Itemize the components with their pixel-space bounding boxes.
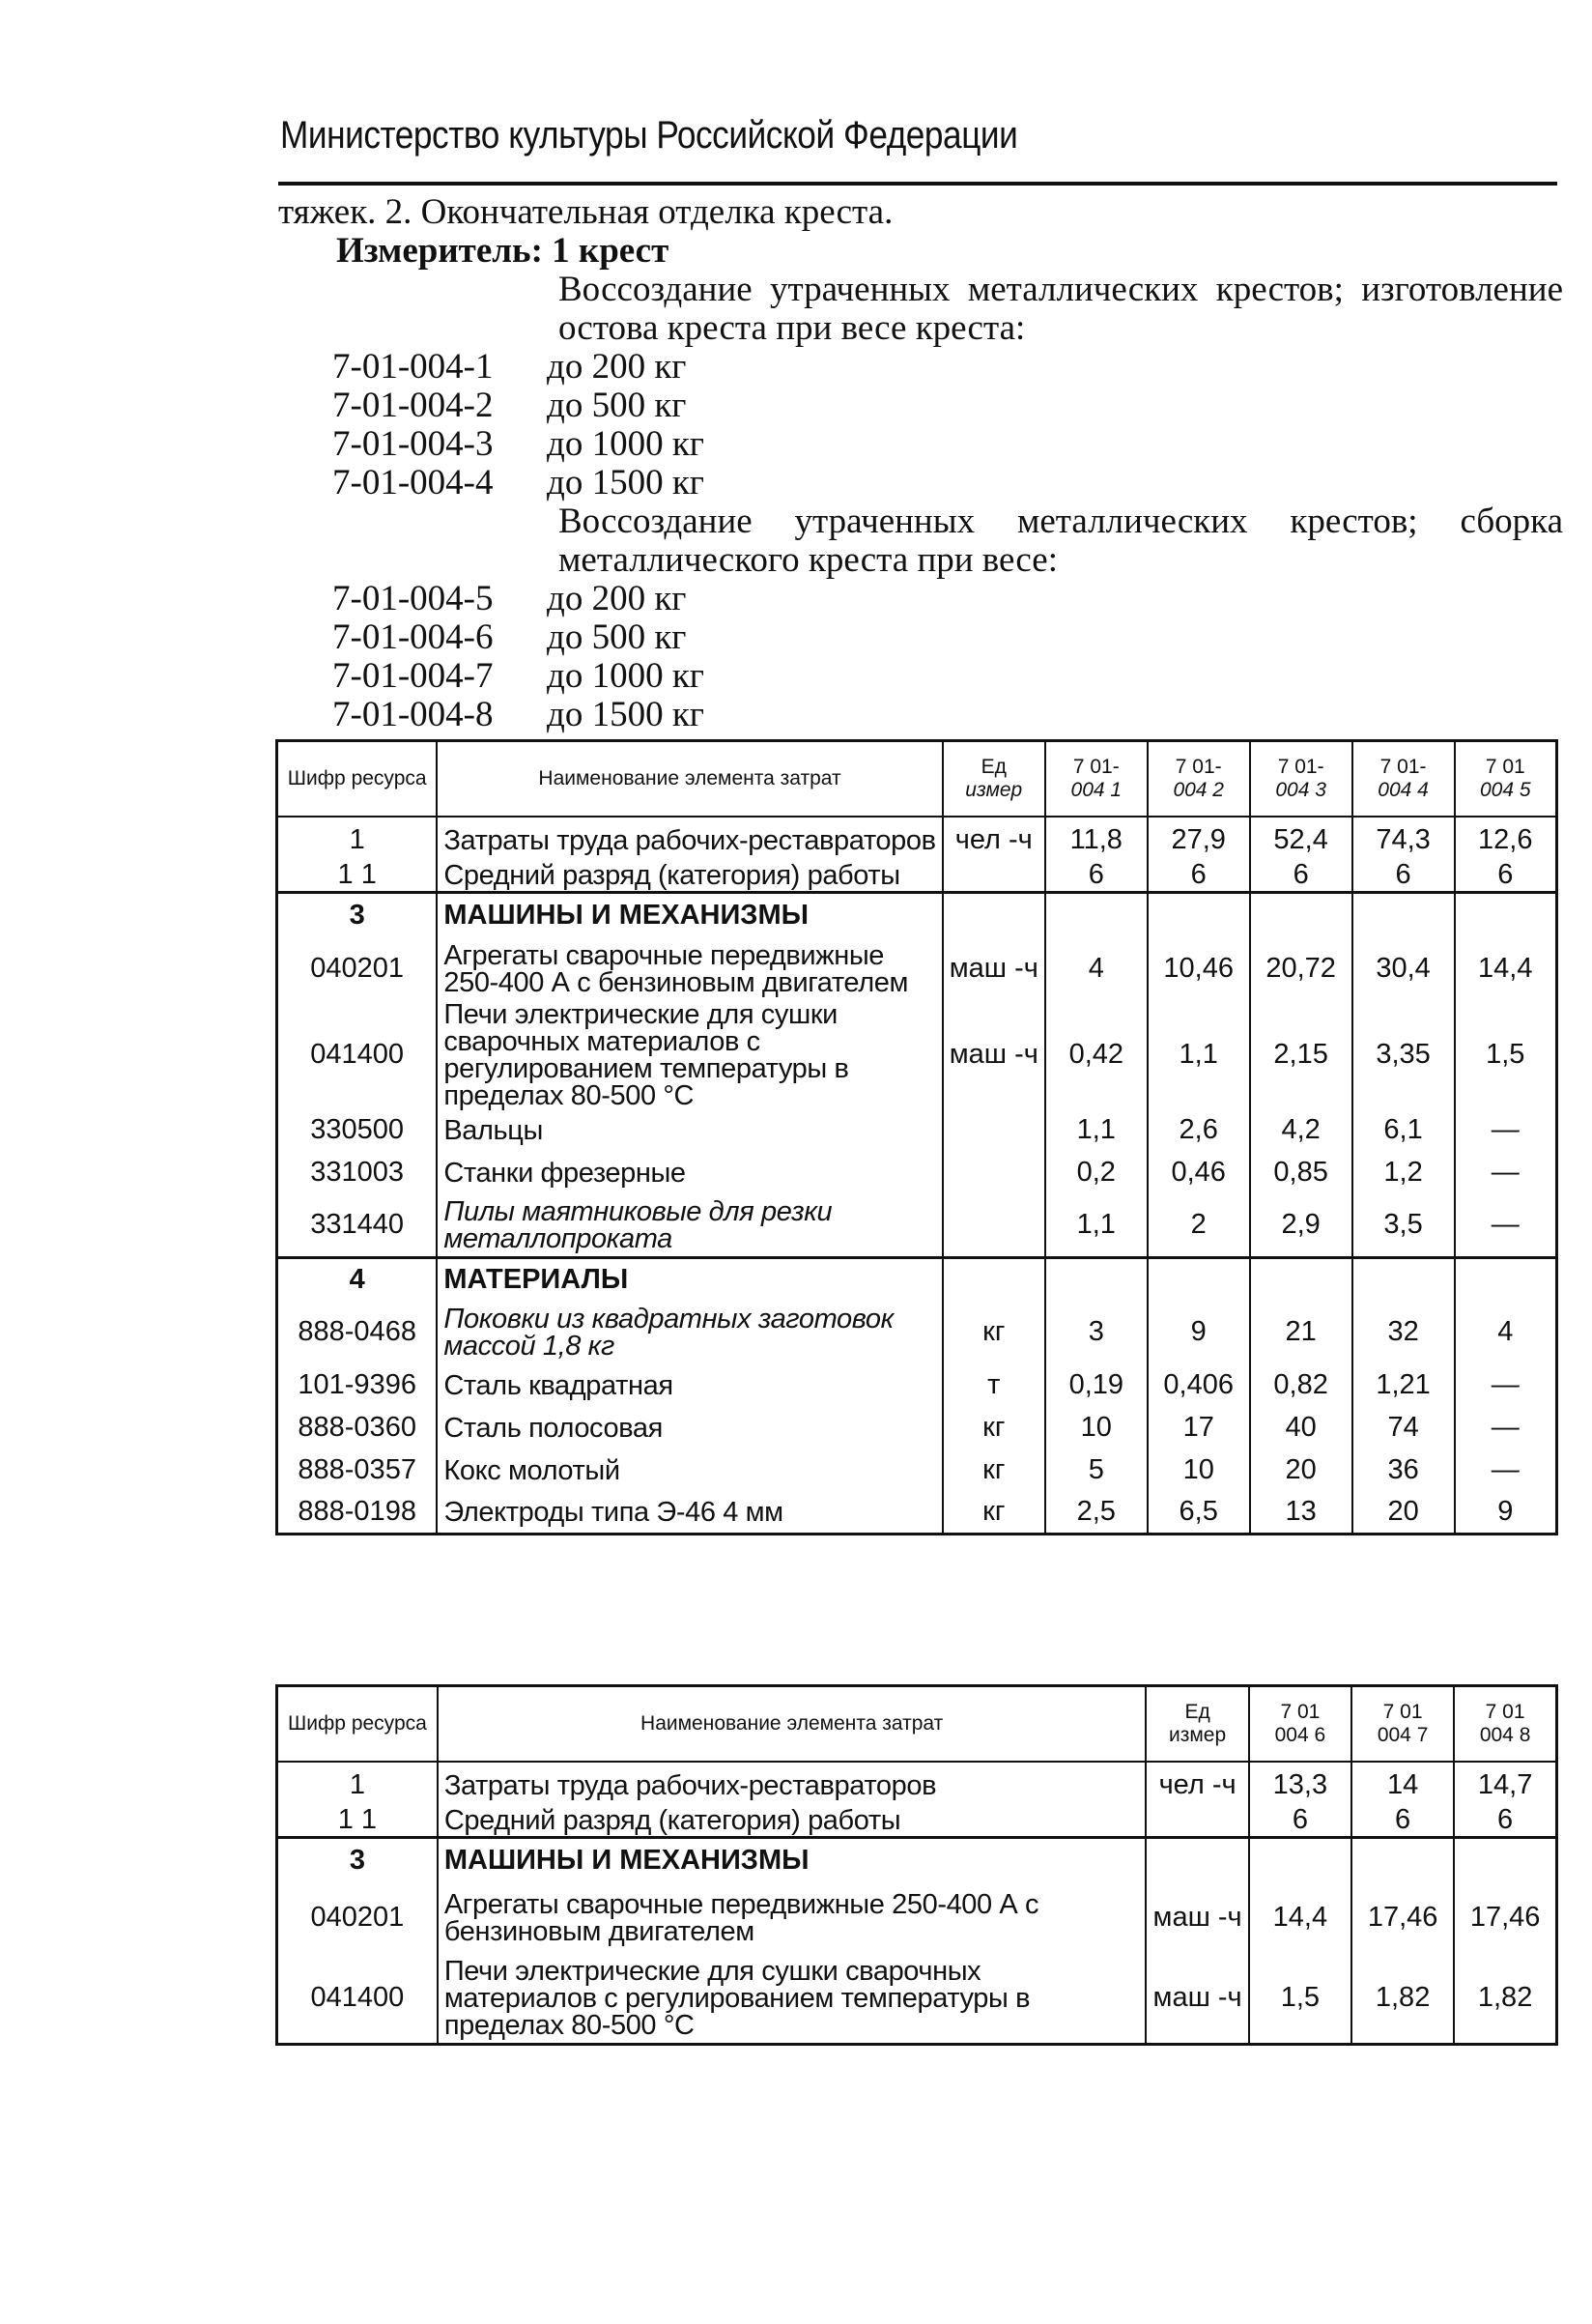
cell-name: Пилы маятниковые для резки металлопроката	[437, 1194, 942, 1258]
table-row	[277, 1301, 1557, 1364]
spec-code: 7-01-004-4	[332, 463, 494, 502]
cell-value: 20	[1352, 1492, 1455, 1535]
cell-unit	[1146, 1804, 1248, 1838]
spec-item	[278, 696, 1563, 734]
cell-value: 17,46	[1454, 1882, 1556, 1954]
spec-item	[278, 657, 1563, 696]
cell-name: Сталь полосовая	[437, 1407, 942, 1449]
header-col-4: 7 01- 004 4	[1352, 741, 1455, 818]
intro-line: тяжек. 2. Окончательная отделка креста.	[278, 192, 894, 232]
spec-text: до 1500 кг	[547, 695, 704, 734]
cell-unit: маш -ч	[1146, 1954, 1248, 2045]
cell-unit	[943, 1152, 1045, 1194]
header-col-7: 7 01 004 7	[1351, 1686, 1454, 1763]
spec-text: до 500 кг	[547, 617, 687, 657]
cell-name: Вальцы	[437, 1109, 942, 1152]
cell-value	[1455, 893, 1557, 937]
cell-value	[1351, 1838, 1454, 1882]
cell-code: 1	[277, 1762, 438, 1804]
cell-value	[1352, 893, 1455, 937]
spec-code: 7-01-004-3	[332, 424, 494, 464]
cell-value: 6	[1454, 1804, 1556, 1838]
spec-text: до 1500 кг	[547, 463, 704, 502]
table-row	[277, 1954, 1557, 2045]
cell-value: 40	[1250, 1407, 1352, 1449]
spec-item	[278, 580, 1563, 618]
cell-value: 14,7	[1454, 1762, 1556, 1804]
header-col-8: 7 01 004 8	[1454, 1686, 1556, 1763]
cell-code: 041400	[277, 1954, 438, 2045]
cell-value: 6	[1352, 859, 1455, 893]
cell-value	[1045, 1258, 1148, 1301]
cell-value: 4	[1045, 937, 1148, 1001]
cell-value: 1,1	[1045, 1194, 1148, 1258]
spec-text: до 1000 кг	[547, 656, 704, 696]
cell-name: Агрегаты сварочные передвижные 250-400 А с бензиновым двигателем	[438, 1882, 1147, 1954]
table-body	[277, 817, 1557, 1535]
cell-value: 52,4	[1250, 817, 1352, 859]
cell-value: —	[1455, 1407, 1557, 1449]
cell-value: 6	[1250, 859, 1352, 893]
cell-name: Печи электрические для сушки сварочных материалов с регулированием температуры в пределах 80-500 °С	[437, 1001, 942, 1109]
norms-table-2	[275, 1684, 1558, 2046]
table-body	[277, 1762, 1557, 2045]
header-col-6: 7 01 004 6	[1249, 1686, 1351, 1763]
spec-code: 7-01-004-1	[332, 347, 494, 387]
cell-value	[1250, 1258, 1352, 1301]
cell-code: 041400	[277, 1001, 438, 1109]
header-code: Шифр ресурса	[277, 1686, 438, 1763]
cell-code: 1 1	[277, 1804, 438, 1838]
table-row	[277, 1001, 1557, 1109]
spec-code: 7-01-004-7	[332, 656, 494, 696]
cell-value: 0,2	[1045, 1152, 1148, 1194]
cell-value: 4	[1455, 1301, 1557, 1364]
cell-value: 74	[1352, 1407, 1455, 1449]
cell-unit	[943, 1258, 1045, 1301]
cell-value: 30,4	[1352, 937, 1455, 1001]
cell-code: 888-0468	[277, 1301, 438, 1364]
cell-value: 6	[1455, 859, 1557, 893]
cell-name: Сталь квадратная	[437, 1364, 942, 1407]
spec-text: до 1000 кг	[547, 424, 704, 464]
cell-value: 10	[1148, 1449, 1250, 1492]
cell-unit	[1146, 1838, 1248, 1882]
cell-code: 1	[277, 817, 438, 859]
spec-item	[278, 387, 1563, 425]
cell-unit	[943, 859, 1045, 893]
cell-value: 0,85	[1250, 1152, 1352, 1194]
group1-description: Воссоздание утраченных металлических крестов; изготовление остова креста при весе креста:	[558, 270, 1563, 348]
intro-block	[278, 193, 1563, 734]
cell-value	[1454, 1838, 1556, 1882]
cell-value	[1352, 1258, 1455, 1301]
cell-unit	[943, 893, 1045, 937]
table-row	[277, 859, 1557, 893]
cell-value: 1,82	[1454, 1954, 1556, 2045]
cell-unit: т	[943, 1364, 1045, 1407]
cell-value	[1148, 893, 1250, 937]
table-row	[277, 1804, 1557, 1838]
section-title: МАШИНЫ И МЕХАНИЗМЫ	[437, 893, 942, 937]
spec-code: 7-01-004-8	[332, 695, 494, 734]
cell-unit: маш -ч	[943, 937, 1045, 1001]
cell-value: 0,406	[1148, 1364, 1250, 1407]
cell-value: 20,72	[1250, 937, 1352, 1001]
spec-code: 7-01-004-5	[332, 579, 494, 618]
cell-code: 4	[277, 1258, 438, 1301]
cell-value: 2	[1148, 1194, 1250, 1258]
norms-table-1	[275, 739, 1558, 1535]
cell-value: 3,5	[1352, 1194, 1455, 1258]
cell-code: 330500	[277, 1109, 438, 1152]
cell-value: —	[1455, 1364, 1557, 1407]
cell-value: 6	[1148, 859, 1250, 893]
cell-name: Электроды типа Э-46 4 мм	[437, 1492, 942, 1535]
cell-value: 9	[1148, 1301, 1250, 1364]
cell-value: 0,19	[1045, 1364, 1148, 1407]
section-row	[277, 893, 1557, 937]
cell-value: 14	[1351, 1762, 1454, 1804]
cell-value: 27,9	[1148, 817, 1250, 859]
group1-list	[278, 348, 1563, 502]
cell-code: 888-0198	[277, 1492, 438, 1535]
cell-unit	[943, 1194, 1045, 1258]
cell-value	[1249, 1838, 1351, 1882]
cell-value: 2,9	[1250, 1194, 1352, 1258]
cell-value: 10	[1045, 1407, 1148, 1449]
table-row	[277, 1762, 1557, 1804]
header-rule	[278, 182, 1557, 186]
cell-value: 6,5	[1148, 1492, 1250, 1535]
cell-unit: чел -ч	[1146, 1762, 1248, 1804]
cell-unit: кг	[943, 1407, 1045, 1449]
group2-description: Воссоздание утраченных металлических крестов; сборка металлического креста при весе:	[558, 502, 1563, 580]
header-name: Наименование элемента затрат	[438, 1686, 1147, 1763]
cell-value: —	[1455, 1152, 1557, 1194]
cell-value: 3	[1045, 1301, 1148, 1364]
cell-name: Поковки из квадратных заготовок массой 1,8 кг	[437, 1301, 942, 1364]
cell-code: 1 1	[277, 859, 438, 893]
cell-name: Кокс молотый	[437, 1449, 942, 1492]
cell-value: 21	[1250, 1301, 1352, 1364]
table-row	[277, 1449, 1557, 1492]
cell-value: 4,2	[1250, 1109, 1352, 1152]
cell-value: 32	[1352, 1301, 1455, 1364]
cell-value: —	[1455, 1109, 1557, 1152]
cell-code: 331440	[277, 1194, 438, 1258]
cell-value: 74,3	[1352, 817, 1455, 859]
table-row	[277, 1109, 1557, 1152]
spec-text: до 200 кг	[547, 579, 687, 618]
header-name: Наименование элемента затрат	[437, 741, 942, 818]
cell-value: 1,21	[1352, 1364, 1455, 1407]
header-col-5: 7 01 004 5	[1455, 741, 1557, 818]
spec-code: 7-01-004-2	[332, 386, 494, 425]
cell-value: 0,82	[1250, 1364, 1352, 1407]
cell-code: 888-0360	[277, 1407, 438, 1449]
cell-name: Средний разряд (категория) работы	[438, 1804, 1147, 1838]
header-col-1: 7 01- 004 1	[1045, 741, 1148, 818]
cell-value	[1250, 893, 1352, 937]
cell-value: 13,3	[1249, 1762, 1351, 1804]
cell-value	[1455, 1258, 1557, 1301]
table-row	[277, 1492, 1557, 1535]
cell-value: 1,82	[1351, 1954, 1454, 2045]
header-code: Шифр ресурса	[277, 741, 438, 818]
cell-value	[1148, 1258, 1250, 1301]
header-col-3: 7 01- 004 3	[1250, 741, 1352, 818]
cell-code: 101-9396	[277, 1364, 438, 1407]
cell-name: Агрегаты сварочные передвижные 250-400 А с бензиновым двигателем	[437, 937, 942, 1001]
cell-unit: маш -ч	[1146, 1882, 1248, 1954]
cell-name: Средний разряд (категория) работы	[437, 859, 942, 893]
cell-code: 3	[277, 1838, 438, 1882]
section-row	[277, 1258, 1557, 1301]
cell-value: 6	[1249, 1804, 1351, 1838]
cell-code: 331003	[277, 1152, 438, 1194]
measure-label: Измеритель: 1 крест	[336, 231, 669, 271]
cell-value: 36	[1352, 1449, 1455, 1492]
cell-code: 040201	[277, 1882, 438, 1954]
cell-value: 12,6	[1455, 817, 1557, 859]
spec-item	[278, 348, 1563, 387]
cell-value: 6,1	[1352, 1109, 1455, 1152]
header-unit: Ед измер	[943, 741, 1045, 818]
table-row	[277, 1364, 1557, 1407]
cell-unit: кг	[943, 1301, 1045, 1364]
cell-value: 17	[1148, 1407, 1250, 1449]
page-header: Министерство культуры Российской Федерации	[280, 114, 1018, 157]
cell-name: Затраты труда рабочих-реставраторов	[437, 817, 942, 859]
spec-item	[278, 425, 1563, 464]
group2-list	[278, 580, 1563, 734]
cell-value	[1045, 893, 1148, 937]
cell-value: 9	[1455, 1492, 1557, 1535]
cell-value: 1,5	[1249, 1954, 1351, 2045]
cell-value: 2,6	[1148, 1109, 1250, 1152]
cell-unit: маш -ч	[943, 1001, 1045, 1109]
header-col-2: 7 01- 004 2	[1148, 741, 1250, 818]
cell-value: 14,4	[1455, 937, 1557, 1001]
section-title: МАТЕРИАЛЫ	[437, 1258, 942, 1301]
spec-text: до 500 кг	[547, 386, 687, 425]
cell-unit	[943, 1109, 1045, 1152]
cell-value: 0,46	[1148, 1152, 1250, 1194]
cell-name: Затраты труда рабочих-реставраторов	[438, 1762, 1147, 1804]
cell-value: 14,4	[1249, 1882, 1351, 1954]
cell-unit: кг	[943, 1449, 1045, 1492]
cell-unit: чел -ч	[943, 817, 1045, 859]
table-row	[277, 1882, 1557, 1954]
section-row	[277, 1838, 1557, 1882]
cell-value: 1,2	[1352, 1152, 1455, 1194]
cell-value: 20	[1250, 1449, 1352, 1492]
table-row	[277, 1194, 1557, 1258]
spec-text: до 200 кг	[547, 347, 687, 387]
cell-name: Печи электрические для сушки сварочных материалов с регулированием температуры в пределах 80-500 °С	[438, 1954, 1147, 2045]
cell-value: —	[1455, 1449, 1557, 1492]
section-title: МАШИНЫ И МЕХАНИЗМЫ	[438, 1838, 1147, 1882]
cell-value: 2,5	[1045, 1492, 1148, 1535]
cell-code: 888-0357	[277, 1449, 438, 1492]
spec-code: 7-01-004-6	[332, 617, 494, 657]
spec-item	[278, 464, 1563, 502]
cell-unit: кг	[943, 1492, 1045, 1535]
cell-value: 5	[1045, 1449, 1148, 1492]
spec-item	[278, 618, 1563, 657]
cell-code: 3	[277, 893, 438, 937]
cell-value: 10,46	[1148, 937, 1250, 1001]
header-unit: Ед измер	[1146, 1686, 1248, 1763]
cell-value: 13	[1250, 1492, 1352, 1535]
cell-value: 11,8	[1045, 817, 1148, 859]
cell-value: 1,1	[1045, 1109, 1148, 1152]
cell-value: 17,46	[1351, 1882, 1454, 1954]
cell-value: 1,1	[1148, 1001, 1250, 1109]
table-row	[277, 1152, 1557, 1194]
cell-value: 3,35	[1352, 1001, 1455, 1109]
cell-value: 6	[1045, 859, 1148, 893]
cell-name: Станки фрезерные	[437, 1152, 942, 1194]
cell-value: 0,42	[1045, 1001, 1148, 1109]
cell-value: 6	[1351, 1804, 1454, 1838]
cell-value: 1,5	[1455, 1001, 1557, 1109]
table-row	[277, 817, 1557, 859]
cell-value: 2,15	[1250, 1001, 1352, 1109]
cell-value: —	[1455, 1194, 1557, 1258]
table-row	[277, 937, 1557, 1001]
cell-code: 040201	[277, 937, 438, 1001]
table-row	[277, 1407, 1557, 1449]
